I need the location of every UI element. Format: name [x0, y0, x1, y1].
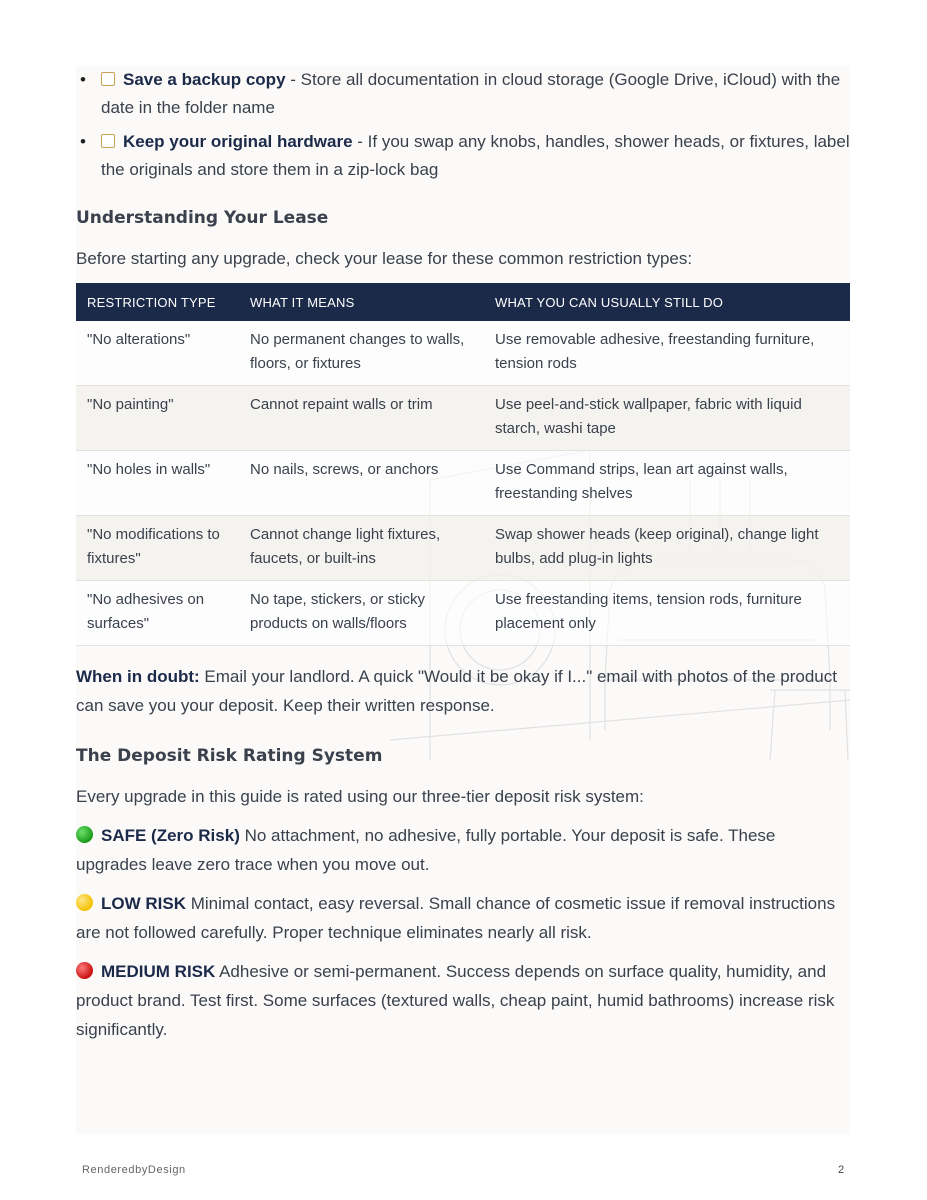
- restriction-type-cell: "No adhesives on surfaces": [76, 581, 239, 646]
- table-row: [76, 581, 850, 646]
- restriction-type-cell: "No modifications to fixtures": [76, 516, 239, 581]
- meaning-cell: Cannot change light fixtures, faucets, or built-ins: [239, 516, 484, 581]
- risk-level-label: MEDIUM RISK: [101, 962, 216, 981]
- lease-intro: Before starting any upgrade, check your lease for these common restriction types:: [76, 249, 693, 268]
- alternative-cell: Use Command strips, lean art against walls, freestanding shelves: [484, 451, 850, 516]
- risk-level-text: Minimal contact, easy reversal. Small chance of cosmetic issue if removal instructions are not followed carefully. Proper technique eliminates nearly all risk.: [76, 894, 836, 942]
- column-header-what-it-means: WHAT IT MEANS: [250, 294, 355, 310]
- risk-level-text: Adhesive or semi-permanent. Success depends on surface quality, humidity, and product brand. Test first. Some surfaces (textured walls, cheap paint, humid bathrooms) increase risk significantly.: [76, 962, 835, 1039]
- risk-heading: The Deposit Risk Rating System: [76, 746, 383, 766]
- risk-level-text: No attachment, no adhesive, fully portable. Your deposit is safe. These upgrades leave zero trace when you move out.: [76, 826, 776, 874]
- risk-intro: Every upgrade in this guide is rated using our three-tier deposit risk system:: [76, 787, 644, 806]
- green-circle-icon: [76, 826, 93, 843]
- risk-level-label: SAFE (Zero Risk): [101, 826, 240, 845]
- column-header-what-you-can-do: WHAT YOU CAN USUALLY STILL DO: [495, 294, 724, 310]
- yellow-circle-icon: [76, 894, 93, 911]
- checklist-item: [76, 128, 850, 184]
- alternative-cell: Use freestanding items, tension rods, furniture placement only: [484, 581, 850, 646]
- tip-label: When in doubt:: [76, 667, 200, 686]
- table-header-row: [76, 283, 850, 321]
- page-number: 2: [838, 1164, 845, 1176]
- page-content: [76, 66, 850, 1054]
- column-header-restriction-type: RESTRICTION TYPE: [87, 294, 216, 310]
- table-row: [76, 386, 850, 451]
- bullet-icon: •: [80, 132, 86, 151]
- meaning-cell: No tape, stickers, or sticky products on walls/floors: [239, 581, 484, 646]
- risk-level-medium: [76, 957, 850, 1044]
- table-row: [76, 451, 850, 516]
- alternative-cell: Use removable adhesive, freestanding furniture, tension rods: [484, 321, 850, 386]
- footer-brand: RenderedbyDesign: [82, 1164, 186, 1176]
- checkbox-icon[interactable]: [101, 134, 115, 148]
- table-row: [76, 321, 850, 386]
- risk-level-low: [76, 889, 850, 947]
- table-row: [76, 516, 850, 581]
- alternative-cell: Use peel-and-stick wallpaper, fabric with liquid starch, washi tape: [484, 386, 850, 451]
- checklist: [76, 66, 850, 184]
- restriction-table: [76, 283, 850, 646]
- lease-heading: Understanding Your Lease: [76, 208, 329, 228]
- lease-tip: [76, 662, 850, 720]
- checklist-item-title: Keep your original hardware: [123, 132, 353, 151]
- restriction-type-cell: "No alterations": [76, 321, 239, 386]
- tip-text: Email your landlord. A quick "Would it be okay if I..." email with photos of the product can save you your deposit. Keep their written response.: [76, 667, 837, 715]
- meaning-cell: No nails, screws, or anchors: [239, 451, 484, 516]
- checkbox-icon[interactable]: [101, 72, 115, 86]
- checklist-item-title: Save a backup copy: [123, 70, 286, 89]
- risk-level-label: LOW RISK: [101, 894, 186, 913]
- meaning-cell: No permanent changes to walls, floors, or fixtures: [239, 321, 484, 386]
- red-circle-icon: [76, 962, 93, 979]
- bullet-icon: •: [80, 70, 86, 89]
- meaning-cell: Cannot repaint walls or trim: [239, 386, 484, 451]
- risk-level-safe: [76, 821, 850, 879]
- checklist-item: [76, 66, 850, 122]
- alternative-cell: Swap shower heads (keep original), change light bulbs, add plug-in lights: [484, 516, 850, 581]
- checklist-item-text: - If you swap any knobs, handles, shower heads, or fixtures, label the originals and store them in a zip-lock bag: [101, 132, 850, 179]
- restriction-type-cell: "No holes in walls": [76, 451, 239, 516]
- restriction-type-cell: "No painting": [76, 386, 239, 451]
- checklist-item-text: - Store all documentation in cloud storage (Google Drive, iCloud) with the date in the folder name: [101, 70, 841, 117]
